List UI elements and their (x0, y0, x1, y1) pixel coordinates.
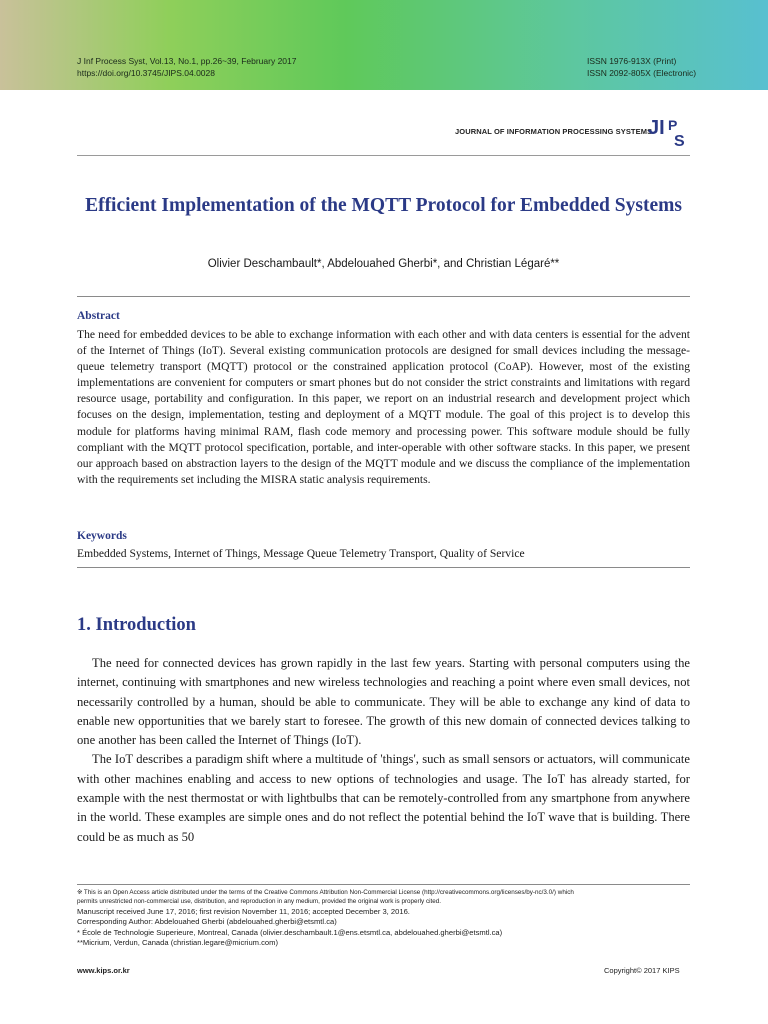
paper-authors: Olivier Deschambault*, Abdelouahed Gherbi*, and Christian Légaré** (207, 258, 560, 270)
website-link[interactable]: www.kips.or.kr (77, 966, 130, 975)
abstract-heading: Abstract (77, 310, 120, 322)
manuscript-dates: Manuscript received June 17, 2016; first revision November 11, 2016; accepted December 3, 2016. (77, 906, 410, 916)
keywords-text: Embedded Systems, Internet of Things, Message Queue Telemetry Transport, Quality of Service (77, 547, 525, 560)
paper-title: Efficient Implementation of the MQTT Protocol for Embedded Systems (85, 195, 682, 216)
citation-block (77, 55, 296, 79)
introduction-paragraph-2: The IoT describes a paradigm shift where a multitude of 'things', such as small sensors or actuators, will communicate with other machines enabling and access to new options of technologies and usage. The IoT has already started, for example with the nest thermostat or with lightbulbs that can be remotely-controlled from any smartphone from anywhere in the world. These examples are simple ones and do not reflect the potential behind the IoT wave that is building. There could be as much as 50 (77, 752, 690, 844)
affiliation-1: * École de Technologie Superieure, Montreal, Canada (olivier.deschambault.1@ens.etsmtl.ca, abdelouahed.gherbi@etsmtl.ca) (77, 927, 503, 937)
svg-text:S: S (674, 133, 685, 149)
issn-block (587, 55, 696, 79)
doi-link[interactable]: https://doi.org/10.3745/JIPS.04.0028 (77, 68, 215, 78)
svg-text:JI: JI (648, 117, 665, 139)
abstract-text: The need for embedded devices to be able to exchange information with each other and with data centers is essential for the advent of the Internet of Things (IoT). Several existing communication protocols are designed for small devices including the message-queue telemetry transport (MQTT) protocol or the constrained application protocol (CoAP). However, most of the existing implementations are convenient for computers or smart phones but do not consider the strict constraints and limitations with regard resource usage, portability and configuration. In this paper, we report on an industrial research and development project which focuses on the design, implementation, testing and deployment of a MQTT module. The goal of this project is to develop this module for platforms having minimal RAM, flash code memory and processing power. This software module should be fully compliant with the MQTT protocol specification, portable, and inter-operable with other software stacks. In this paper, we present our approach based on abstraction layers to the design of the MQTT module and we discuss the compliance of the implementation with the requirements set including the MISRA static analysis requirements. (77, 328, 690, 486)
footnotes (77, 888, 690, 949)
license-note-line-1: ※ This is an Open Access article distributed under the terms of the Creative Commons Attribution Non-Commercial License (http://creativecommons.org/licenses/by-nc/3.0/) which (77, 889, 574, 896)
introduction-heading: 1. Introduction (77, 615, 196, 635)
issn-print: ISSN 1976-913X (Print) (587, 56, 677, 66)
corresponding-author: Corresponding Author: Abdelouahed Gherbi (abdelouahed.gherbi@etsmtl.ca) (77, 917, 337, 927)
issn-electronic: ISSN 2092-805X (Electronic) (587, 68, 697, 78)
affiliation-2: **Micrium, Verdun, Canada (christian.legare@micrium.com) (77, 938, 278, 948)
license-note-line-2: permits unrestricted non-commercial use, distribution, and reproduction in any medium, provided the original work is properly cited. (77, 898, 441, 906)
abstract-section (77, 296, 690, 568)
introduction-body (77, 654, 690, 847)
introduction-paragraph-1: The need for connected devices has grown rapidly in the last few years. Starting with personal computers using the internet, continuing with smartphones and new wireless technologies and reaching a point where even small devices, not necessarily controlled by a human, should be able to communicate. They will be able to exchange any kind of data to enable new opportunities that we barely start to foresee. The growth of this new domain of connected devices talking to one another has been called the Internet of Things (IoT). (77, 656, 690, 748)
copyright-notice: Copyright© 2017 KIPS (604, 966, 680, 975)
journal-name: JOURNAL OF INFORMATION PROCESSING SYSTEMS (455, 127, 653, 136)
header-banner (0, 0, 768, 90)
header-divider (77, 155, 690, 156)
jips-logo-icon (648, 115, 692, 149)
journal-logo (455, 113, 695, 153)
keywords-heading: Keywords (77, 530, 127, 542)
footnote-divider (77, 884, 690, 885)
svg-text:P: P (668, 117, 678, 133)
journal-citation: J Inf Process Syst, Vol.13, No.1, pp.26~39, February 2017 (77, 56, 297, 66)
